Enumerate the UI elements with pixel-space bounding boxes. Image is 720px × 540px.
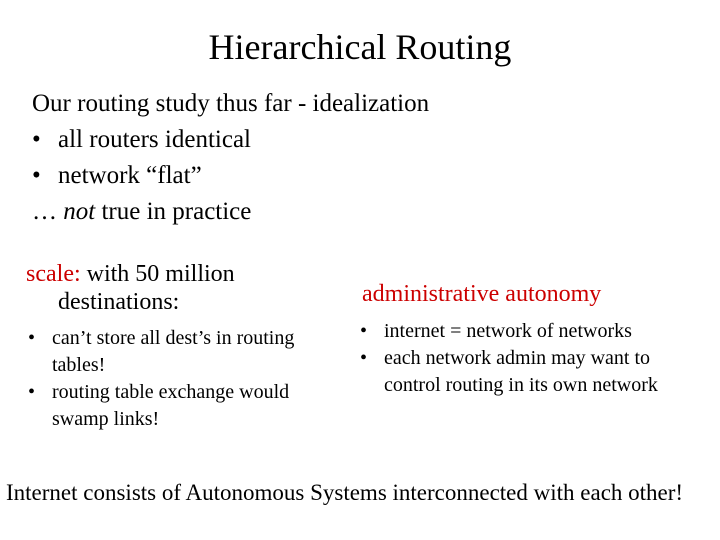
scale-bullet-list — [28, 325, 348, 433]
intro-bullet-text: network “flat” — [58, 162, 202, 189]
bullet-icon: • — [360, 320, 368, 342]
scale-heading-line2: destinations: — [58, 289, 180, 315]
bullet-icon: • — [360, 347, 368, 369]
ellipsis-text: … — [32, 198, 64, 225]
footer-statement: Internet consists of Autonomous Systems interconnected with each other! — [6, 480, 684, 505]
scale-label: scale: — [26, 261, 81, 287]
list-item-text: can’t store all dest’s in routing tables! — [52, 327, 295, 376]
intro-text: true in practice — [95, 198, 252, 225]
intro-line — [32, 86, 429, 122]
list-item — [28, 379, 348, 433]
bullet-icon: • — [32, 126, 41, 153]
autonomy-bullet-list — [360, 318, 700, 399]
intro-line — [32, 194, 429, 230]
list-item-text: internet = network of networks — [384, 320, 632, 342]
list-item — [360, 318, 700, 345]
slide-title: Hierarchical Routing — [208, 27, 512, 67]
emphasis-text: not — [63, 198, 96, 225]
intro-text: Our routing study thus far - idealization — [32, 90, 430, 117]
list-item-text: routing table exchange would swamp links! — [52, 381, 290, 430]
autonomy-heading: administrative autonomy — [362, 281, 602, 307]
list-item-text: each network admin may want to control routing in its own network — [384, 347, 658, 396]
intro-bullet-item — [32, 158, 429, 194]
list-item — [28, 325, 348, 379]
scale-heading — [26, 260, 235, 316]
intro-bullet-text: all routers identical — [58, 126, 251, 153]
scale-heading-text: with 50 million — [80, 261, 235, 287]
intro-bullet-item — [32, 122, 429, 158]
intro-block — [32, 86, 429, 230]
bullet-icon: • — [28, 327, 36, 349]
bullet-icon: • — [28, 381, 36, 403]
list-item — [360, 345, 700, 399]
bullet-icon: • — [32, 162, 41, 189]
